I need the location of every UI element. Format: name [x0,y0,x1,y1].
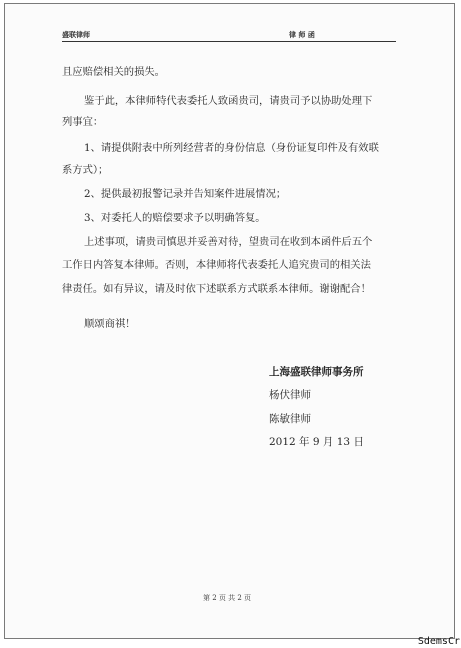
body-line-4: 1、请提供附表中所列经营者的身份信息（身份证复印件及有效联 [84,142,379,154]
header-firm-label: 盛联律师 [62,30,90,39]
body-line-8: 上述事项，请贵司慎思并妥善对待，望贵司在收到本函件后五个 [84,236,373,248]
signature-lawyer-2: 陈敏律师 [269,413,311,425]
body-line-1: 且应赔偿相关的损失。 [62,66,165,78]
body-line-9: 工作日内答复本律师。否则，本律师将代表委托人追究贵司的相关法 [62,259,371,271]
body-line-2: 鉴于此，本律师特代表委托人致函贵司，请贵司予以协助处理下 [84,95,373,107]
signature-lawyer-1: 杨伏律师 [269,389,311,401]
signature-date: 2012 年 9 月 13 日 [269,436,364,448]
header-title: 律 师 函 [289,30,315,39]
signature-firm: 上海盛联律师事务所 [269,366,364,378]
body-line-3: 列事宜： [62,116,104,128]
watermark-label: SdemsCr [417,636,460,647]
body-line-7: 3、对委托人的赔偿要求予以明确答复。 [84,212,266,224]
closing-salutation: 顺颂商祺！ [84,318,136,330]
header-divider [62,41,396,42]
page-number: 第 2 页 共 2 页 [203,594,252,602]
body-line-6: 2、提供最初报警记录并告知案件进展情况； [84,188,287,200]
body-line-5: 系方式）； [62,164,109,176]
body-line-10: 律责任。如有异议，请及时依下述联系方式联系本律师。谢谢配合！ [62,283,371,295]
